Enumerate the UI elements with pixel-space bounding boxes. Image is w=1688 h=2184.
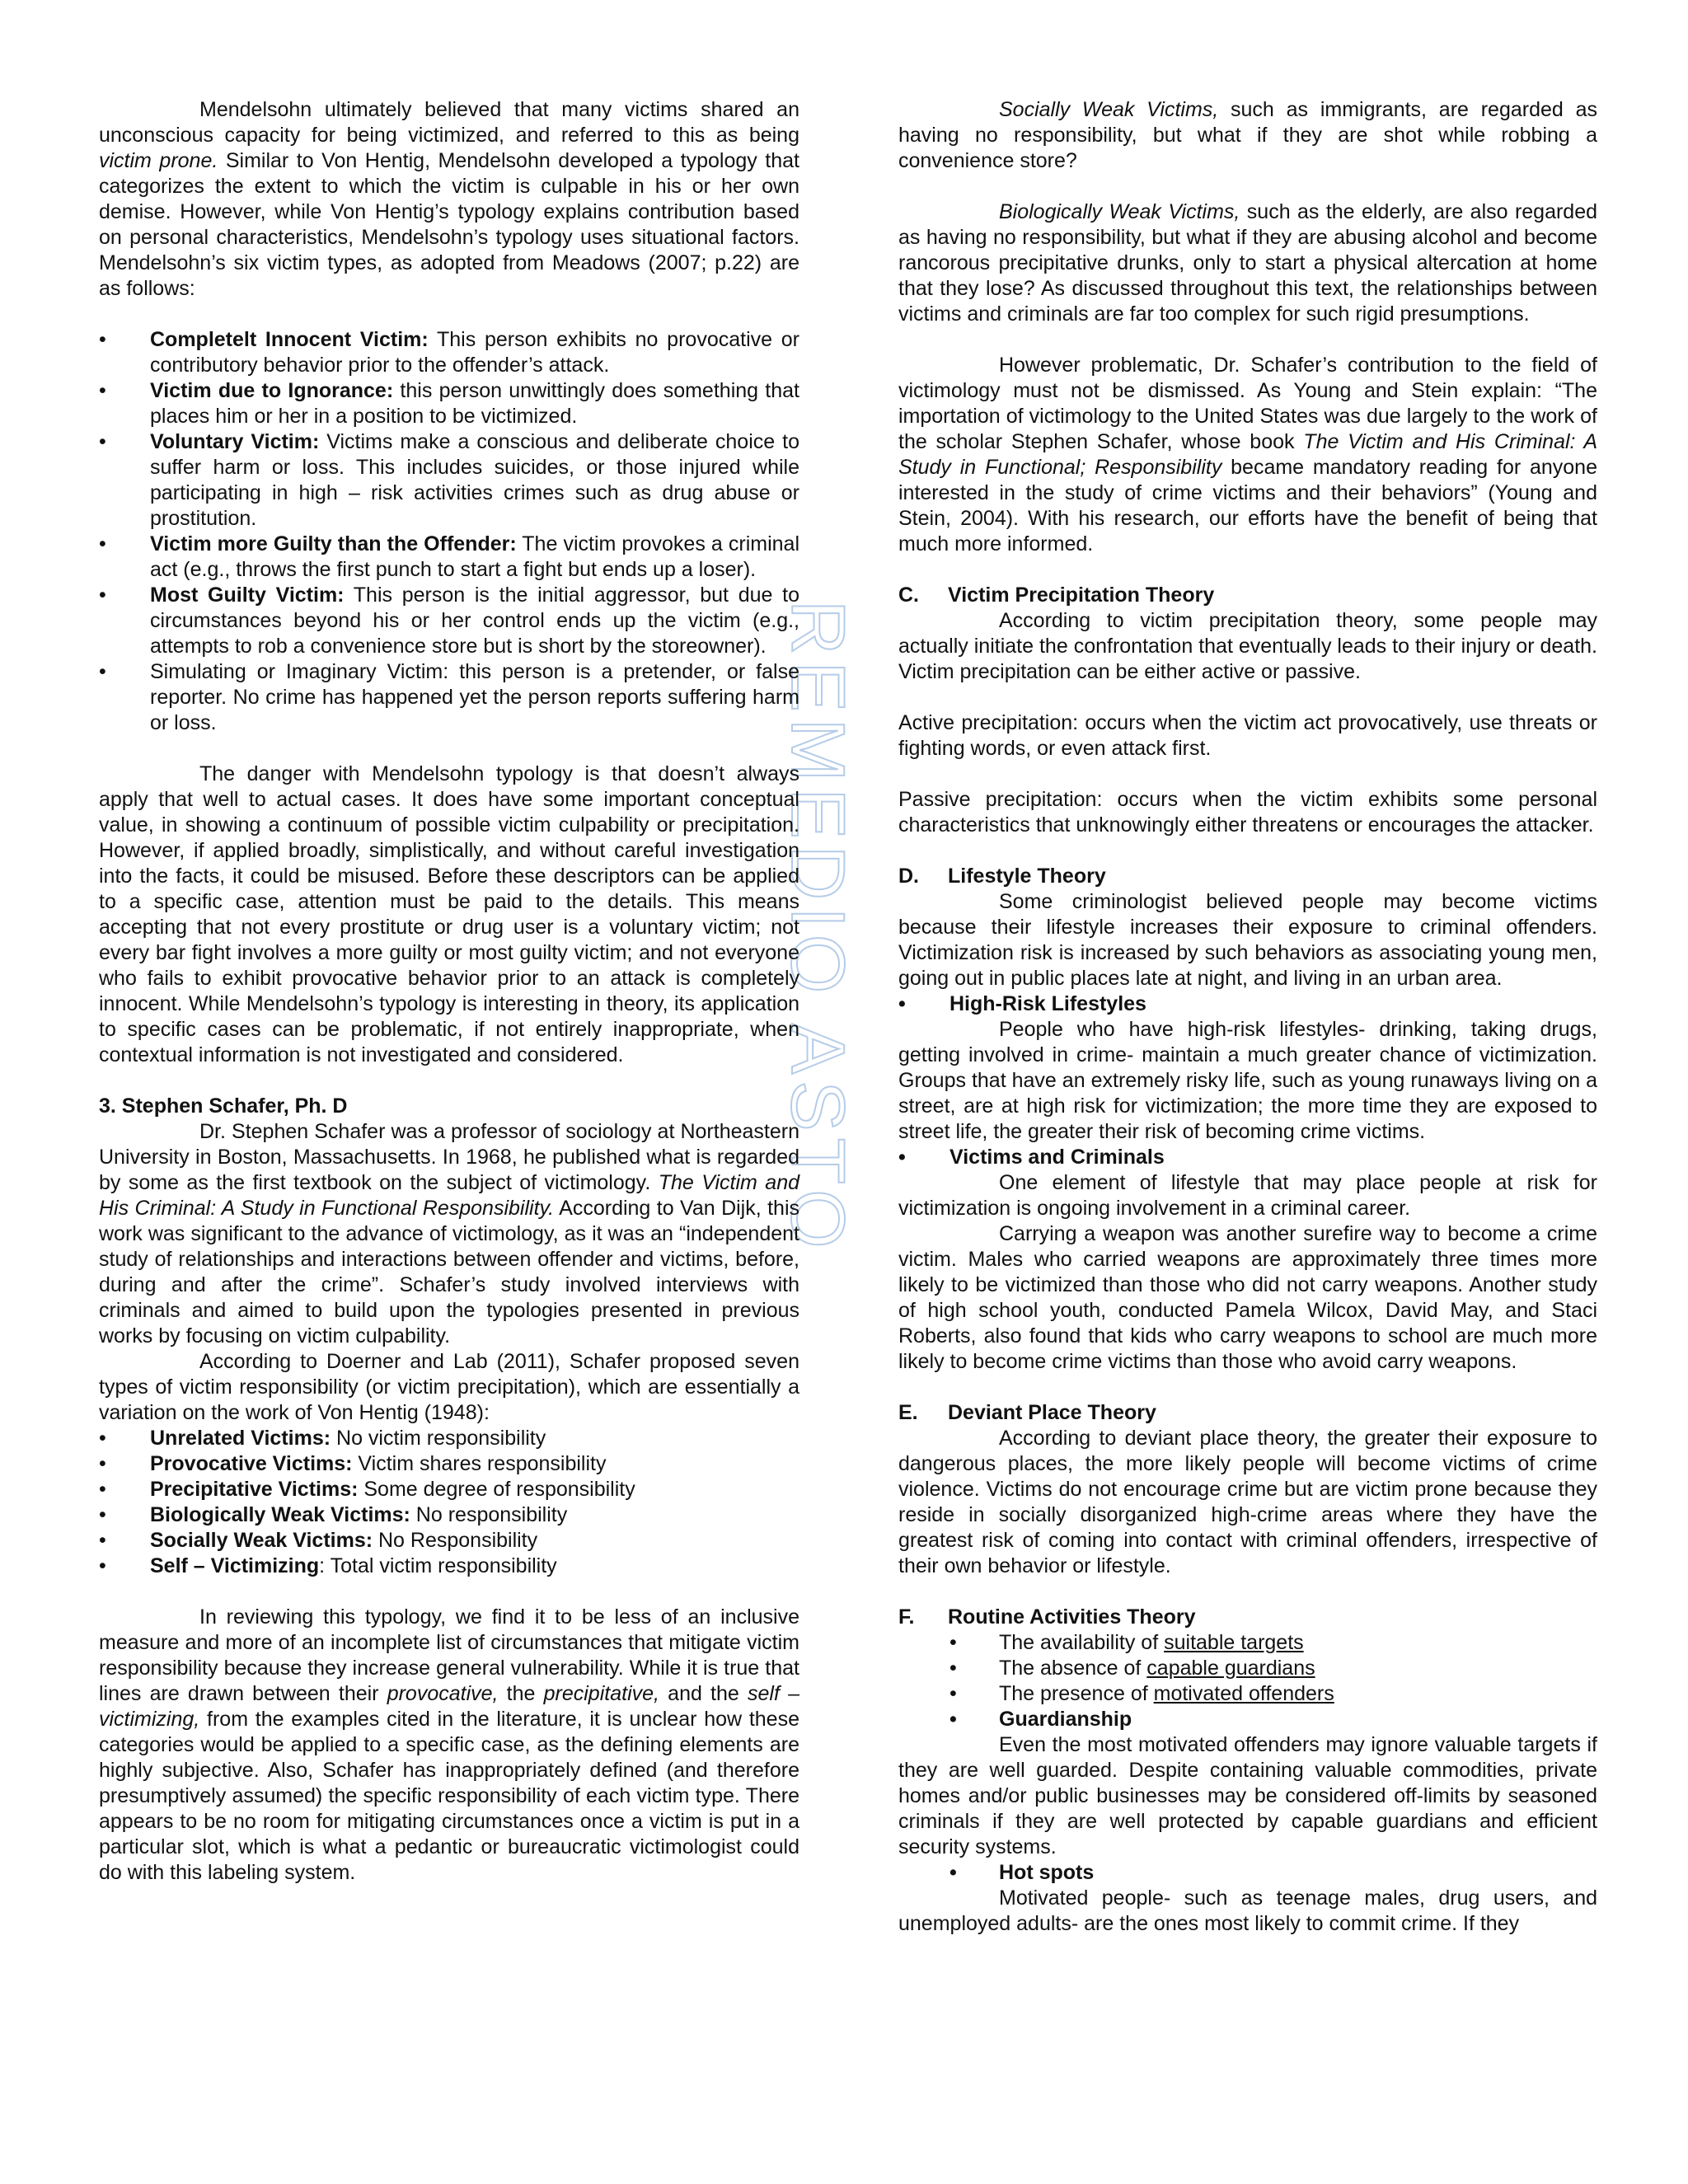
list-item: • The availability of suitable targets	[898, 1630, 1597, 1656]
high-risk-subheading-list	[898, 991, 1597, 1017]
list-item: • Most Guilty Victim: This person is the initial aggressor, but due to circumstances beyond his or her control ends up the victim (e.g., attempts to rob a convenience store but is short by the storeowner).	[99, 583, 799, 659]
list-item: • Victim more Guilty than the Offender: The victim provokes a criminal act (e.g., throws the first punch to start a fight but ends up a loser).	[99, 532, 799, 583]
victims-criminals-subheading: • Victims and Criminals	[898, 1145, 1597, 1170]
carrying-weapon-paragraph: Carrying a weapon was another surefire way to become a crime victim. Males who carried weapons are approximately three times more likely to be victimized than those who did not carry weapons. Another study of high school youth, conducted Pamela Wilcox, David May, and Staci Roberts, also found that kids who carry weapons to school are much more likely to become crime victims than those who avoid carry weapons.	[898, 1222, 1597, 1373]
schafer-paragraph: Dr. Stephen Schafer was a professor of sociology at Northeastern University in Boston, Massachusetts. In 1968, he published what is regarded by some as the first textbook on the subject of victimology. The Victim and His Criminal: A Study in Functional Responsibility. According to Van Dijk, this work was significant to the advance of victimology, as it was an “independent study of relationships and interactions between offender and victims, before, during and after the crime”. Schafer’s study involved interviews with criminals and aimed to build upon the typologies presented in previous works by focusing on victim culpability.	[99, 1120, 799, 1347]
list-item: • Completelt Innocent Victim: This person exhibits no provocative or contributory behavior prior to the offender’s attack.	[99, 327, 799, 378]
section-d-heading: D. Lifestyle Theory	[898, 865, 1106, 888]
list-item: • Simulating or Imaginary Victim: this person is a pretender, or false reporter. No crime has happened yet the person reports suffering harm or loss.	[99, 659, 799, 736]
hot-spots-paragraph: Motivated people- such as teenage males, drug users, and unemployed adults- are the ones most likely to commit crime. If they	[898, 1886, 1597, 1935]
schafer-heading: 3. Stephen Schafer, Ph. D	[99, 1094, 348, 1118]
lifestyle-paragraph: Some criminologist believed people may become victims because their lifestyle increases their exposure to criminal offenders. Victimization risk is increased by such behaviors as associating young men, going out in public places late at night, and living in an urban area.	[898, 890, 1597, 990]
active-precipitation-paragraph: Active precipitation: occurs when the victim act provocatively, use threats or fighting words, or even attack first.	[898, 711, 1597, 760]
criminal-career-paragraph: One element of lifestyle that may place people at risk for victimization is ongoing involvement in a criminal career.	[898, 1171, 1597, 1220]
high-risk-paragraph: People who have high-risk lifestyles- drinking, taking drugs, getting involved in crime- maintain a much greater chance of victimization. Groups that have an extremely risky life, such as young runaways living on a street, are at high risk for victimization; the more time they are exposed to street life, the greater their risk of becoming crime victims.	[898, 1018, 1597, 1143]
guardianship-subheading: • Guardianship	[898, 1707, 1597, 1732]
victim-precipitation-paragraph: According to victim precipitation theory, some people may actually initiate the confrontation that eventually leads to their injury or death. Victim precipitation can be either active or passive.	[898, 609, 1597, 683]
section-c-heading: C. Victim Precipitation Theory	[898, 583, 1215, 607]
hot-spots-subheading-list	[898, 1860, 1597, 1886]
list-item: • Self – Victimizing: Total victim responsibility	[99, 1554, 799, 1579]
routine-activities-list	[898, 1630, 1597, 1732]
victims-criminals-subheading-list	[898, 1145, 1597, 1170]
list-item: • Socially Weak Victims: No Responsibility	[99, 1528, 799, 1554]
schafer-contribution-paragraph: However problematic, Dr. Schafer’s contribution to the field of victimology must not be dismissed. As Young and Stein explain: “The importation of victimology to the United States was due largely to the work of the scholar Stephen Schafer, whose book The Victim and His Criminal: A Study in Functional; Responsibility became mandatory reading for anyone interested in the study of crime victims and their behaviors” (Young and Stein, 2004). With his research, our efforts have the benefit of being that much more informed.	[898, 354, 1597, 555]
doerner-lab-paragraph: According to Doerner and Lab (2011), Schafer proposed seven types of victim responsibility (or victim precipitation), which are essentially a variation on the work of Von Hentig (1948):	[99, 1350, 799, 1424]
deviant-place-paragraph: According to deviant place theory, the greater their exposure to dangerous places, the more likely people will become victims of crime violence. Victims do not encourage crime but are victim prone because they reside in socially disorganized high-crime areas where they have the greatest risk of coming into contact with criminal offenders, irrespective of their own behavior or lifestyle.	[898, 1427, 1597, 1577]
section-f-heading: F. Routine Activities Theory	[898, 1605, 1196, 1629]
mendelsohn-victim-types-list	[99, 327, 799, 736]
schafer-victim-types-list	[99, 1426, 799, 1579]
list-item: • Victim due to Ignorance: this person unwittingly does something that places him or her in a position to be victimized.	[99, 378, 799, 429]
list-item: • Biologically Weak Victims: No responsibility	[99, 1502, 799, 1528]
list-item: • The presence of motivated offenders	[898, 1681, 1597, 1707]
left-column	[99, 97, 799, 1886]
guardianship-paragraph: Even the most motivated offenders may ignore valuable targets if they are well guarded. Despite containing valuable commodities, private homes and/or public businesses may be considered off-limits by seasoned criminals if they are well protected by capable guardians and efficient security systems.	[898, 1733, 1597, 1858]
watermark-text: REMEDIO ASTO	[776, 600, 860, 1255]
passive-precipitation-paragraph: Passive precipitation: occurs when the victim exhibits some personal characteristics that unknowingly either threatens or encourages the attacker.	[898, 788, 1597, 837]
biologically-weak-paragraph: Biologically Weak Victims, such as the elderly, are also regarded as having no responsibility, but what if they are abusing alcohol and become rancorous precipitative drunks, only to start a physical altercation at home that they lose? As discussed throughout this text, the relationships between victims and criminals are far too complex for such rigid presumptions.	[898, 200, 1598, 326]
list-item: • The absence of capable guardians	[898, 1656, 1597, 1681]
list-item: • Unrelated Victims: No victim responsibility	[99, 1426, 799, 1451]
typology-review-paragraph: In reviewing this typology, we find it to be less of an inclusive measure and more of an incomplete list of circumstances that mitigate victim responsibility because they increase general vulnerability. While it is true that lines are drawn between their provocative, the precipitative, and the self – victimizing, from the examples cited in the literature, it is unclear how these categories would be applied to a specific case, as the defining elements are highly subjective. Also, Schafer has inappropriately defined (and therefore presumptively assumed) the specific responsibility of each victim type. There appears to be no room for mitigating circumstances once a victim is put in a particular slot, which is what a pedantic or bureaucratic victimologist could do with this labeling system.	[99, 1605, 799, 1884]
list-item: • Voluntary Victim: Victims make a conscious and deliberate choice to suffer harm or loss. This includes suicides, or those injured while participating in high – risk activities crimes such as drug abuse or prostitution.	[99, 429, 799, 532]
high-risk-subheading: • High-Risk Lifestyles	[898, 991, 1597, 1017]
socially-weak-paragraph: Socially Weak Victims, such as immigrants, are regarded as having no responsibility, but what if they are shot while robbing a convenience store?	[898, 98, 1597, 172]
list-item: • Precipitative Victims: Some degree of responsibility	[99, 1477, 799, 1502]
mendelsohn-paragraph: Mendelsohn ultimately believed that many victims shared an unconscious capacity for being victimized, and referred to this as being victim prone. Similar to Von Hentig, Mendelsohn developed a typology that categorizes the extent to which the victim is culpable in his or her own demise. However, while Von Hentig’s typology explains contribution based on personal characteristics, Mendelsohn’s typology uses situational factors. Mendelsohn’s six victim types, as adopted from Meadows (2007; p.22) are as follows:	[99, 98, 800, 300]
list-item: • Provocative Victims: Victim shares responsibility	[99, 1451, 799, 1477]
right-column	[898, 97, 1597, 1937]
section-e-heading: E. Deviant Place Theory	[898, 1401, 1156, 1424]
hot-spots-subheading: • Hot spots	[898, 1860, 1597, 1886]
mendelsohn-critique-paragraph: The danger with Mendelsohn typology is that doesn’t always apply that well to actual cases. It does have some important conceptual value, in showing a continuum of possible victim culpability or precipitation. However, if applied broadly, simplistically, and without careful investigation into the facts, it could be misused. Before these descriptors can be applied to a specific case, attention must be paid to the details. This means accepting that not every prostitute or drug user is a voluntary victim; not every bar fight involves a more guilty or most guilty victim; and not everyone who fails to exhibit provocative behavior prior to an attack is completely innocent. While Mendelsohn’s typology is interesting in theory, its application to specific cases can be problematic, if not entirely inappropriate, when contextual information is not investigated and considered.	[99, 762, 799, 1066]
